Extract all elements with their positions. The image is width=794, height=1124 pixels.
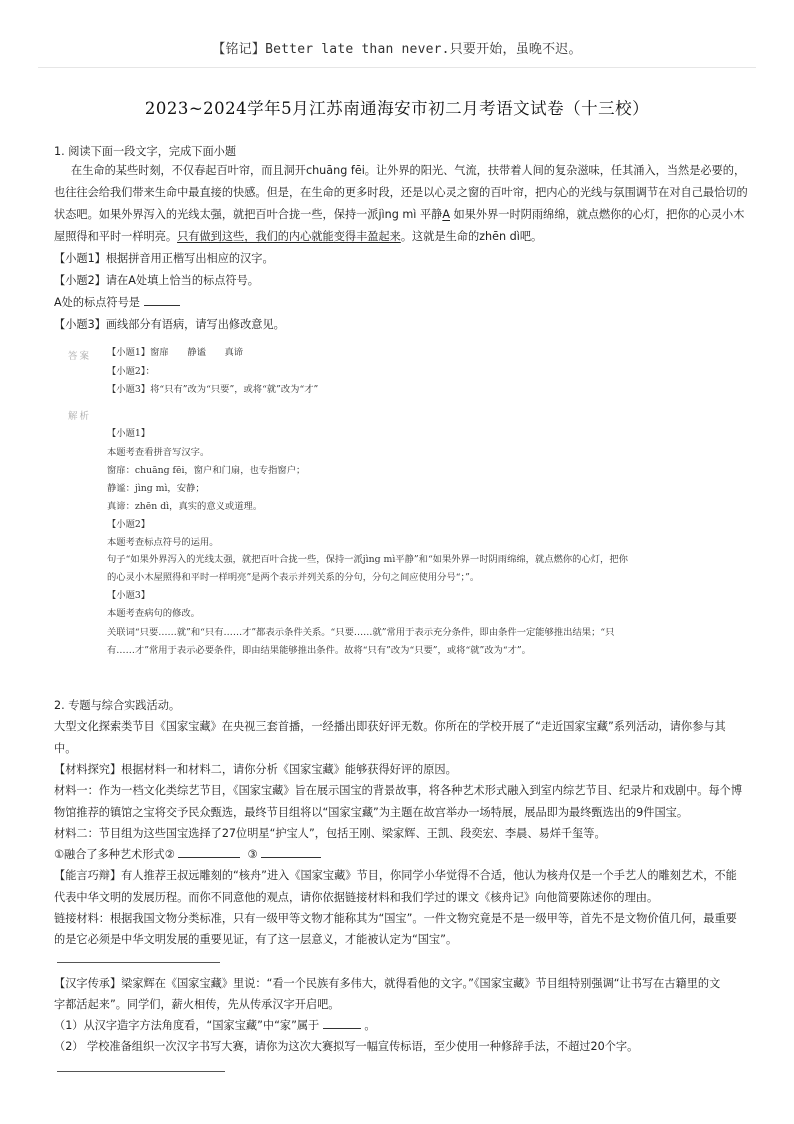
q2-heading: 2. 专题与综合实践活动。 [54, 699, 181, 712]
q2-debate-line: 【能言巧辩】有人推荐王叔远雕刻的“核舟”进入《国家宝藏》节目，你同学小华觉得不合适，他认为核舟仅是一个手艺人的雕刻艺术，不能 [54, 869, 737, 882]
fill-prompt: ①融合了多种艺术形式② [54, 848, 175, 861]
passage-text: 。这就是生命的zhēn dì吧。 [400, 230, 543, 243]
answer-blank[interactable] [323, 1018, 361, 1029]
answer-writing-line[interactable] [57, 1071, 225, 1072]
passage-text: 如果外界一时阴雨绵绵，就点燃你的心灯，把你的心灵小木 [450, 208, 745, 221]
q2-material2: 材料二：节目组为这些国宝选择了27位明星“护宝人”，包括王刚、梁家辉、王凯、段奕宏、李晨、易烊千玺等。 [54, 827, 606, 840]
q2-explore: 【材料探究】根据材料一和材料二，请你分析《国家宝藏》能够获得好评的原因。 [54, 763, 457, 776]
answer-line: 【小题2】： [107, 366, 155, 377]
q1-passage-line [54, 207, 744, 223]
analysis-line: 有……才”常用于表示必要条件，即由结果能够推出条件。故将“只有”改为“只要”，或将“就”改为“才”。 [107, 645, 531, 656]
analysis-line: 句子“如果外界泻入的光线太强，就把百叶合拢一些，保持一派jìng mì平静”和“如果外界一时阴雨绵绵，就点燃你的心灯，把你 [107, 554, 628, 565]
q1-sub3: 【小题3】画线部分有语病，请写出修改意见。 [54, 318, 285, 331]
q2-heritage-line: 字都活起来”。同学们，薪火相传，先从传承汉字开启吧。 [54, 998, 340, 1011]
answer-prompt: A处的标点符号是 [54, 296, 140, 309]
header-divider [38, 67, 756, 68]
answer-writing-line[interactable] [57, 962, 220, 963]
analysis-line: 本题考查标点符号的运用。 [107, 537, 219, 548]
q1-sub1: 【小题1】根据拼音用正楷写出相应的汉字。 [54, 252, 274, 265]
analysis-line: 的心灵小木屋照得和平时一样明亮”是两个表示并列关系的分句，分句之间应使用分号“；”。 [107, 572, 480, 583]
q2-h2-line: （2） 学校准备组织一次汉字书写大赛，请你为这次大赛拟写一幅宣传标语，至少使用一种修辞手法，不超过20个字。 [54, 1040, 639, 1053]
analysis-line: 【小题1】 [107, 428, 151, 439]
passage-text: 状态吧。如果外界泻入的光线太强，就把百叶合拢一些，保持一派jìng mì 平静 [54, 208, 443, 221]
answer-blank[interactable] [178, 847, 240, 858]
analysis-line: 本题考查病句的修改。 [107, 608, 200, 619]
blank-a-marker: A [442, 208, 450, 221]
q2-h1-line [54, 1018, 376, 1034]
page-title: 2023~2024学年5月江苏南通海安市初二月考语文试卷（十三校） [144, 99, 650, 118]
q2-material1-line: 物馆推荐的镇馆之宝将交予民众甄选，最终节目组将以“国家宝藏”为主题在故宫举办一场特展，展品即为最终甄选出的9件国宝。 [54, 806, 689, 819]
q2-link-line: 的是它必须是中华文明发展的重要见证，有了这一层意义，才能被认定为“国宝”。 [54, 933, 458, 946]
q1-sub2: 【小题2】请在A处填上恰当的标点符号。 [54, 274, 259, 287]
q1-sub2-answer-line [54, 295, 180, 311]
underlined-sentence: 只有做到这些，我们的内心就能变得丰盈起来 [177, 230, 401, 243]
answer-line: 【小题1】窗扉 静谧 真谛 [107, 347, 244, 358]
q2-debate-line: 代表中华文明的发展历程。而你不同意他的观点，请你依据链接材料和我们学过的课文《核舟记》向他简要陈述你的理由。 [54, 891, 659, 904]
q1-passage-line: 在生命的某些时刻，不仅春起百叶帘，而且洞开chuāng fēi。让外界的阳光、气流，扶带着人间的复杂滋味，任其涌入，当然是必要的， [71, 164, 746, 177]
answer-label: 答案 [68, 351, 92, 362]
analysis-line: 真谛：zhēn dì，真实的意义或道理。 [107, 501, 263, 512]
analysis-line: 关联词“只要……就”和“只有……才”都表示条件关系。“只要……就”常用于表示充分条件，即由条件一定能够推出结果；“只 [107, 627, 615, 638]
q1-passage-line: 也往往会给我们带来生命中最直接的快感。但是，在生命的更多时段，还是以心灵之窗的百叶帘，把内心的光线与氛围调节在对自己最恰切的 [54, 186, 748, 199]
fill-prompt: （1）从汉字造字方法角度看，“国家宝藏”中“家”属于 [54, 1019, 320, 1032]
q1-heading: 1. 阅读下面一段文字，完成下面小题 [54, 145, 237, 158]
fill-prompt: ③ [247, 848, 258, 861]
q2-material1-line: 材料一：作为一档文化类综艺节目，《国家宝藏》旨在展示国宝的背景故事，将各种艺术形式融入到室内综艺节目、纪录片和戏剧中。每个博 [54, 784, 743, 797]
answer-blank[interactable] [144, 295, 180, 306]
analysis-line: 【小题3】 [107, 590, 151, 601]
analysis-line: 窗扉：chuāng fēi，窗户和门扇，也专指窗户； [107, 465, 306, 476]
q2-heritage-line: 【汉字传承】梁家辉在《国家宝藏》里说：“看一个民族有多伟大，就得看他的文字。”《国家宝藏》节目组特别强调“让书写在古籍里的文 [54, 977, 721, 990]
answer-line: 【小题3】将“只有”改为“只要”，或将“就”改为“才” [107, 384, 319, 395]
passage-text: 屋照得和平时一样明亮。 [54, 230, 178, 243]
page-motto: 【铭记】Better late than never.只要开始，虽晚不迟。 [212, 42, 582, 57]
analysis-line: 静谧：jìng mì，安静； [107, 483, 205, 494]
analysis-line: 本题考查看拼音写汉字。 [107, 447, 210, 458]
q2-fill-line [54, 847, 321, 863]
analysis-label: 解析 [68, 411, 92, 422]
analysis-line: 【小题2】 [107, 519, 151, 530]
answer-blank[interactable] [261, 847, 321, 858]
q2-intro-line: 大型文化探索类节目《国家宝藏》在央视三套首播，一经播出即获好评无数。你所在的学校开展了“走近国家宝藏”系列活动，请你参与其 [54, 720, 726, 733]
q2-link-line: 链接材料：根据我国文物分类标准，只有一级甲等文物才能称其为“国宝”。一件文物究竟是不是一级甲等，首先不是文物价值几何，最重要 [54, 912, 737, 925]
q1-passage-line [54, 229, 542, 245]
fill-suffix: 。 [364, 1019, 376, 1032]
q2-intro-line: 中。 [54, 742, 77, 755]
